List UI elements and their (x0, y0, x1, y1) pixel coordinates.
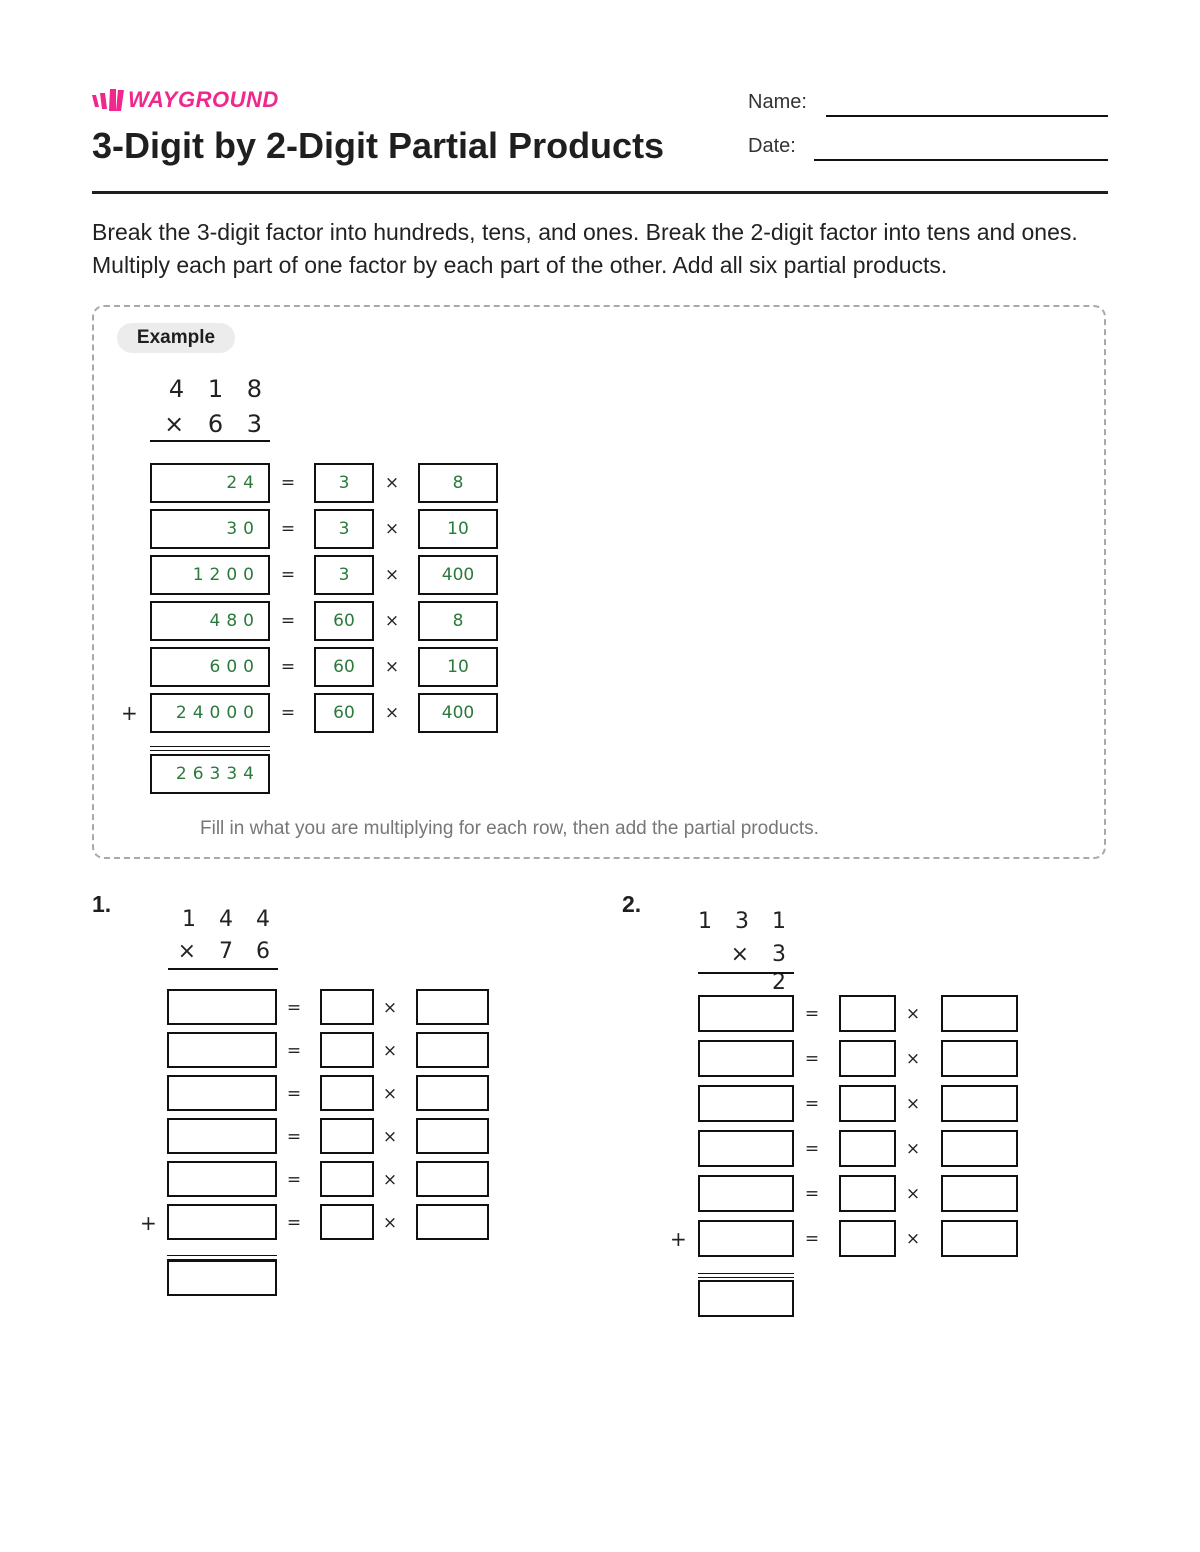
equals-sign: = (286, 998, 302, 1018)
problem-number: 2. (622, 891, 642, 917)
bottom-factor: × 7 6 (177, 939, 278, 964)
factor-b-box[interactable]: 400 (418, 555, 498, 595)
sum-rule (698, 1273, 794, 1278)
partial-product-box[interactable] (698, 995, 794, 1032)
equals-sign: = (804, 1139, 820, 1159)
total-box[interactable]: 26334 (150, 754, 270, 794)
times-sign: × (905, 1229, 921, 1249)
equals-sign: = (804, 1049, 820, 1069)
factor-b-box[interactable] (416, 1161, 489, 1197)
name-label: Name: (748, 91, 807, 113)
equals-sign: = (286, 1041, 302, 1061)
bottom-factor: × 3 2 (730, 942, 794, 995)
factor-b-box[interactable]: 8 (418, 463, 498, 503)
factor-b-box[interactable]: 10 (418, 647, 498, 687)
bottom-factor: × 6 3 (164, 410, 270, 438)
wayground-logo (92, 86, 279, 114)
page-title: 3-Digit by 2-Digit Partial Products (92, 125, 665, 166)
partial-product-box[interactable] (698, 1130, 794, 1167)
times-sign: × (905, 1139, 921, 1159)
equals-sign: = (804, 1184, 820, 1204)
partial-product-box[interactable] (167, 1032, 277, 1068)
factor-a-box[interactable] (320, 1075, 374, 1111)
times-sign: × (905, 1004, 921, 1024)
factor-b-box[interactable]: 8 (418, 601, 498, 641)
factor-underline (698, 972, 794, 974)
partial-product-box[interactable]: 24 (150, 463, 270, 503)
times-sign: × (384, 565, 400, 585)
logo-text: WAYGROUND (128, 87, 279, 112)
factor-a-box[interactable]: 60 (314, 693, 374, 733)
plus-sign: + (140, 1211, 157, 1235)
factor-underline (168, 968, 278, 970)
factor-a-box[interactable]: 60 (314, 647, 374, 687)
equals-sign: = (280, 703, 296, 723)
instructions: Break the 3-digit factor into hundreds, tens, and ones. Break the 2-digit factor into tens and ones. Multiply each part of one factor by each part of the other. Add all six partial products. (92, 219, 1078, 278)
partial-product-box[interactable] (698, 1040, 794, 1077)
equals-sign: = (804, 1229, 820, 1249)
example-badge: Example (117, 323, 235, 353)
factor-b-box[interactable] (941, 1040, 1018, 1077)
factor-underline (150, 440, 270, 442)
factor-b-box[interactable] (941, 1130, 1018, 1167)
factor-a-box[interactable]: 3 (314, 463, 374, 503)
equals-sign: = (804, 1004, 820, 1024)
times-sign: × (384, 703, 400, 723)
total-box[interactable] (698, 1280, 794, 1317)
equals-sign: = (280, 657, 296, 677)
partial-product-box[interactable] (698, 1175, 794, 1212)
factor-b-box[interactable] (941, 995, 1018, 1032)
factor-b-box[interactable] (416, 1204, 489, 1240)
times-sign: × (384, 611, 400, 631)
top-factor: 1 3 1 (698, 909, 794, 934)
partial-product-box[interactable] (167, 1204, 277, 1240)
equals-sign: = (280, 565, 296, 585)
factor-a-box[interactable] (839, 1175, 896, 1212)
factor-a-box[interactable] (320, 1032, 374, 1068)
factor-b-box[interactable]: 400 (418, 693, 498, 733)
factor-b-box[interactable] (416, 1118, 489, 1154)
times-sign: × (382, 1170, 398, 1190)
factor-a-box[interactable] (839, 1220, 896, 1257)
plus-sign: + (670, 1227, 687, 1251)
wayground-logo-icon (92, 89, 124, 111)
equals-sign: = (280, 519, 296, 539)
times-sign: × (382, 1127, 398, 1147)
equals-sign: = (804, 1094, 820, 1114)
partial-product-box[interactable]: 600 (150, 647, 270, 687)
factor-a-box[interactable] (320, 1204, 374, 1240)
factor-a-box[interactable] (839, 1130, 896, 1167)
example-note: Fill in what you are multiplying for each row, then add the partial products. (200, 818, 819, 839)
factor-a-box[interactable] (320, 1161, 374, 1197)
header-divider (92, 191, 1108, 194)
partial-product-box[interactable]: 24000 (150, 693, 270, 733)
times-sign: × (905, 1184, 921, 1204)
times-sign: × (905, 1049, 921, 1069)
times-sign: × (384, 519, 400, 539)
times-sign: × (382, 1041, 398, 1061)
times-sign: × (382, 1084, 398, 1104)
factor-b-box[interactable] (416, 1075, 489, 1111)
partial-product-box[interactable] (167, 1075, 277, 1111)
factor-a-box[interactable] (839, 1085, 896, 1122)
times-sign: × (384, 657, 400, 677)
partial-product-box[interactable]: 480 (150, 601, 270, 641)
factor-b-box[interactable] (941, 1085, 1018, 1122)
factor-a-box[interactable]: 60 (314, 601, 374, 641)
factor-b-box[interactable] (416, 989, 489, 1025)
factor-a-box[interactable] (839, 1040, 896, 1077)
equals-sign: = (286, 1084, 302, 1104)
sum-rule (150, 746, 270, 751)
times-sign: × (382, 998, 398, 1018)
factor-a-box[interactable] (320, 1118, 374, 1154)
times-sign: × (905, 1094, 921, 1114)
partial-product-box[interactable] (698, 1220, 794, 1257)
partial-product-box[interactable] (167, 1118, 277, 1154)
equals-sign: = (280, 473, 296, 493)
problem-number: 1. (92, 891, 112, 917)
partial-product-box[interactable]: 1200 (150, 555, 270, 595)
top-factor: 1 4 4 (182, 907, 278, 932)
name-field[interactable] (826, 115, 1108, 117)
date-label: Date: (748, 135, 796, 157)
partial-product-box[interactable] (167, 989, 277, 1025)
equals-sign: = (280, 611, 296, 631)
factor-b-box[interactable] (416, 1032, 489, 1068)
times-sign: × (382, 1213, 398, 1233)
factor-b-box[interactable] (941, 1175, 1018, 1212)
partial-product-box[interactable] (167, 1161, 277, 1197)
equals-sign: = (286, 1213, 302, 1233)
partial-product-box[interactable]: 30 (150, 509, 270, 549)
factor-a-box[interactable]: 3 (314, 509, 374, 549)
top-factor: 4 1 8 (168, 375, 270, 403)
factor-a-box[interactable]: 3 (314, 555, 374, 595)
total-box[interactable] (167, 1260, 277, 1296)
equals-sign: = (286, 1127, 302, 1147)
equals-sign: = (286, 1170, 302, 1190)
factor-b-box[interactable]: 10 (418, 509, 498, 549)
factor-a-box[interactable] (839, 995, 896, 1032)
plus-sign: + (121, 701, 138, 725)
times-sign: × (384, 473, 400, 493)
partial-product-box[interactable] (698, 1085, 794, 1122)
factor-b-box[interactable] (941, 1220, 1018, 1257)
date-field[interactable] (814, 159, 1108, 161)
factor-a-box[interactable] (320, 989, 374, 1025)
